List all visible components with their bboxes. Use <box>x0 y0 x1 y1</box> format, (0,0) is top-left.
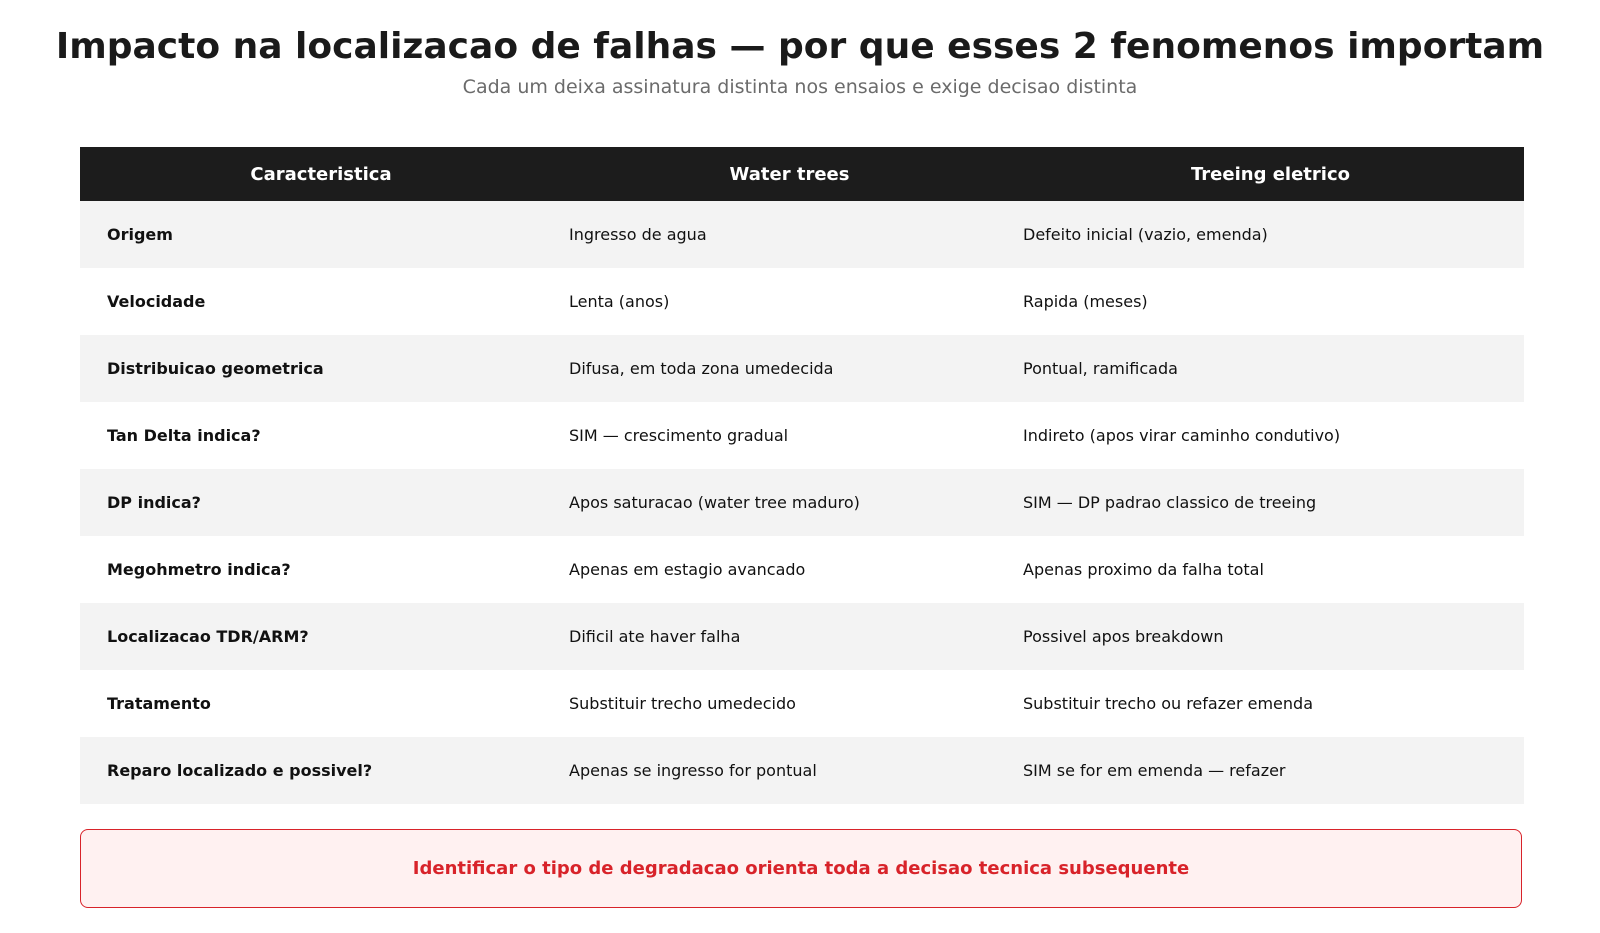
table-body <box>80 201 1524 804</box>
table-row <box>80 536 1524 603</box>
page-title: Impacto na localizacao de falhas — por que esses 2 fenomenos importam <box>55 26 1545 67</box>
row-label: DP indica? <box>80 469 562 536</box>
electrical-treeing-cell: Rapida (meses) <box>1017 268 1524 335</box>
water-trees-cell: SIM — crescimento gradual <box>562 402 1017 469</box>
water-trees-cell: Ingresso de agua <box>562 201 1017 268</box>
table-row <box>80 603 1524 670</box>
row-label: Reparo localizado e possivel? <box>80 737 562 804</box>
page-subtitle: Cada um deixa assinatura distinta nos ensaios e exige decisao distinta <box>462 76 1138 98</box>
electrical-treeing-cell: SIM se for em emenda — refazer <box>1017 737 1524 804</box>
column-header-characteristic: Caracteristica <box>80 147 562 201</box>
table-row <box>80 469 1524 536</box>
water-trees-cell: Apenas em estagio avancado <box>562 536 1017 603</box>
conclusion-callout <box>80 829 1522 908</box>
electrical-treeing-cell: SIM — DP padrao classico de treeing <box>1017 469 1524 536</box>
column-header-electrical-treeing: Treeing eletrico <box>1017 147 1524 201</box>
comparison-table <box>80 147 1524 804</box>
column-header-water-trees: Water trees <box>562 147 1017 201</box>
electrical-treeing-cell: Defeito inicial (vazio, emenda) <box>1017 201 1524 268</box>
electrical-treeing-cell: Possivel apos breakdown <box>1017 603 1524 670</box>
row-label: Tan Delta indica? <box>80 402 562 469</box>
table-row <box>80 268 1524 335</box>
electrical-treeing-cell: Substituir trecho ou refazer emenda <box>1017 670 1524 737</box>
water-trees-cell: Apenas se ingresso for pontual <box>562 737 1017 804</box>
water-trees-cell: Difusa, em toda zona umedecida <box>562 335 1017 402</box>
row-label: Tratamento <box>80 670 562 737</box>
table-row <box>80 201 1524 268</box>
row-label: Distribuicao geometrica <box>80 335 562 402</box>
table-row <box>80 737 1524 804</box>
row-label: Megohmetro indica? <box>80 536 562 603</box>
callout-text: Identificar o tipo de degradacao orienta toda a decisao tecnica subsequente <box>412 858 1190 879</box>
water-trees-cell: Dificil ate haver falha <box>562 603 1017 670</box>
table-row <box>80 402 1524 469</box>
table-header <box>80 147 1524 201</box>
header-row <box>80 147 1524 201</box>
water-trees-cell: Lenta (anos) <box>562 268 1017 335</box>
table-row <box>80 670 1524 737</box>
row-label: Origem <box>80 201 562 268</box>
electrical-treeing-cell: Apenas proximo da falha total <box>1017 536 1524 603</box>
water-trees-cell: Substituir trecho umedecido <box>562 670 1017 737</box>
table-row <box>80 335 1524 402</box>
row-label: Velocidade <box>80 268 562 335</box>
electrical-treeing-cell: Pontual, ramificada <box>1017 335 1524 402</box>
electrical-treeing-cell: Indireto (apos virar caminho condutivo) <box>1017 402 1524 469</box>
row-label: Localizacao TDR/ARM? <box>80 603 562 670</box>
water-trees-cell: Apos saturacao (water tree maduro) <box>562 469 1017 536</box>
